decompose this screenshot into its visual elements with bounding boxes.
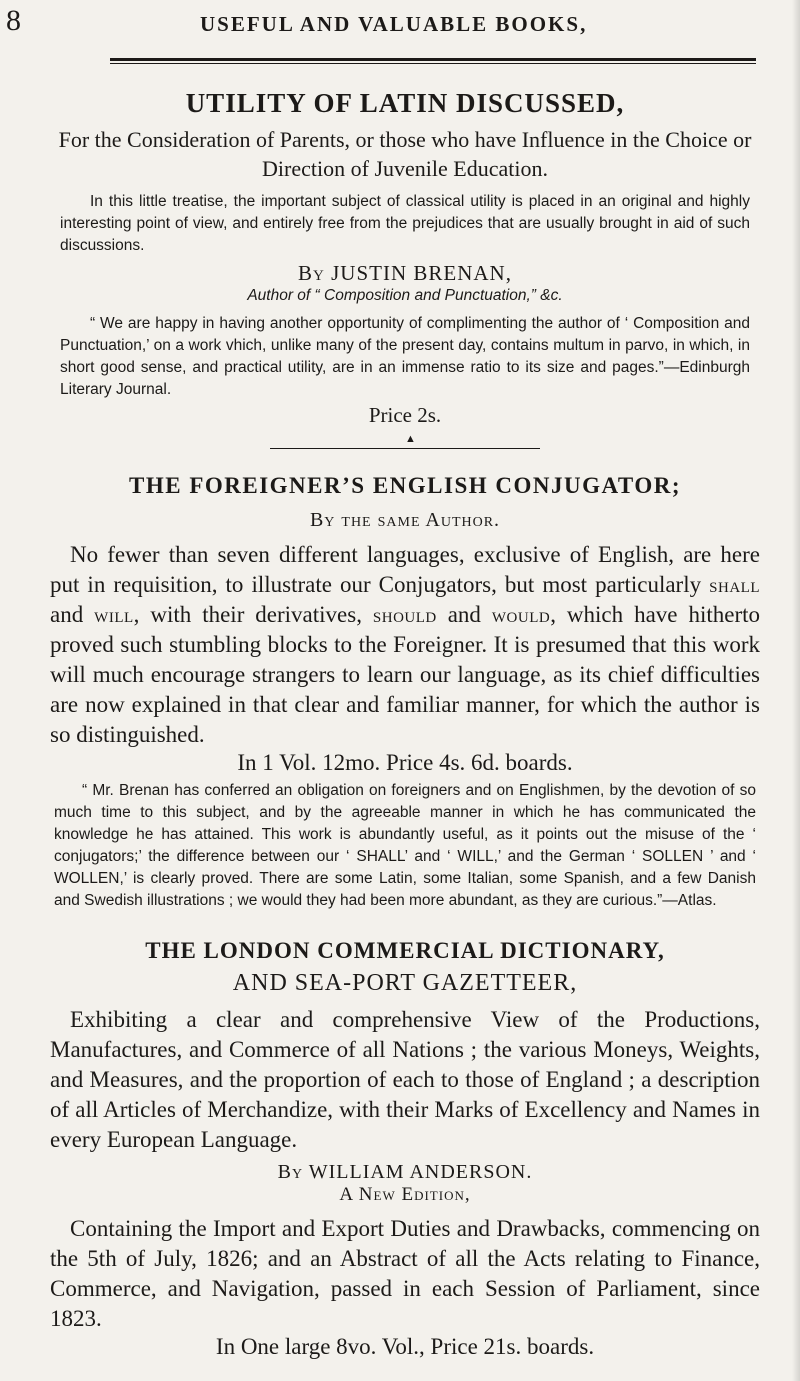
book-description: No fewer than seven different languages, exclusive of English, are here put in requisition, to illustrate our Conjugators, but most particularly shall and will, with their derivatives, should and would, which have hitherto proved such stumbling blocks to the Foreigner. It is presumed that this work will much encourage strangers to learn our language, as its chief difficulties are now explained in that clear and familiar manner, for which the author is so distinguished. xyxy=(50,542,760,747)
author-name: JUSTIN BRENAN, xyxy=(331,261,512,285)
word-shall: shall xyxy=(709,573,760,597)
section-divider: ▲ xyxy=(270,448,540,449)
word-would: would xyxy=(491,603,551,627)
author-name: WILLIAM ANDERSON. xyxy=(308,1161,533,1183)
book-subtitle: AND SEA-PORT GAZETTEER, xyxy=(232,970,578,996)
book-commercial-dictionary xyxy=(50,938,760,997)
review-quote: “ We are happy in having another opportunity of complimenting the author of ‘ Composition and Punctuation,’ on a work vhich, unlike many of the present day, contains multum in parvo, in which, in short good sense, and practical utility, are in an immense ratio to its size and pages.”—Edinburgh Literary Journal. xyxy=(60,315,750,398)
author-of-line: Author of “ Composition and Punctuation,” &c. xyxy=(247,287,563,304)
author-byline: By WILLIAM ANDERSON. xyxy=(277,1161,533,1183)
book-utility-of-latin xyxy=(50,56,760,449)
book-english-conjugator xyxy=(50,473,760,532)
new-edition-label: A New Edition, xyxy=(339,1184,471,1205)
book-title: THE FOREIGNER’S ENGLISH CONJUGATOR; xyxy=(129,473,681,498)
edition-contents: Containing the Import and Export Duties and Drawbacks, commencing on the 5th of July, 1826; and an Abstract of all the Acts relating to Finance, Commerce, and Navigation, passed in each Session of Parliament, since 1823. xyxy=(50,1216,760,1331)
edition-price: In One large 8vo. Vol., Price 21s. boards. xyxy=(215,1334,595,1359)
edition-price: In 1 Vol. 12mo. Price 4s. 6d. boards. xyxy=(237,750,573,775)
word-should: should xyxy=(372,603,437,627)
price: Price 2s. xyxy=(368,403,442,427)
running-head xyxy=(6,0,760,56)
author-byline: By JUSTIN BRENAN, xyxy=(298,261,512,285)
header-rule xyxy=(110,58,756,64)
book-title: THE LONDON COMMERCIAL DICTIONARY, xyxy=(145,938,665,963)
book-title: UTILITY OF LATIN DISCUSSED, xyxy=(185,88,625,118)
page-number: 8 xyxy=(6,4,22,37)
book-description: Exhibiting a clear and comprehensive View of the Productions, Manufactures, and Commerce of all Nations ; the various Moneys, Weights, and Measures, and the proportion of each to those of England ; a description of all Articles of Merchandize, with their Marks of Excellency and Names in every European Language. xyxy=(50,1007,760,1152)
author-block xyxy=(50,1161,760,1206)
running-title: USEFUL AND VALUABLE BOOKS, xyxy=(200,12,588,36)
book-description: In this little treatise, the important subject of classical utility is placed in an original and highly interesting point of view, and entirely free from the prejudices that are usually brought in aid of such discussions. xyxy=(60,193,750,254)
review-quote: “ Mr. Brenan has conferred an obligation on foreigners and on Englishmen, by the devotion of so much time to this subject, and by the agreeable manner in which he has communicated the knowledge he has attained. This work is abundantly useful, as it points out the misuse of the ‘ conjugators;’ the difference between our ‘ SHALL’ and ‘ WILL,’ and the German ‘ SOLLEN ’ and ‘ WOLLEN,’ is clearly proved. There are some Latin, some Italian, some Spanish, and a few Danish and Swedish illustrations ; we would they had been more abundant, as they are curious.”—Atlas. xyxy=(54,782,756,909)
word-will: will xyxy=(94,603,134,627)
book-subtitle: For the Consideration of Parents, or those who have Influence in the Choice or Direction of Juvenile Education. xyxy=(58,127,752,181)
page-edge-shadow xyxy=(792,0,800,1381)
author-byline: By the same Author. xyxy=(309,509,501,531)
